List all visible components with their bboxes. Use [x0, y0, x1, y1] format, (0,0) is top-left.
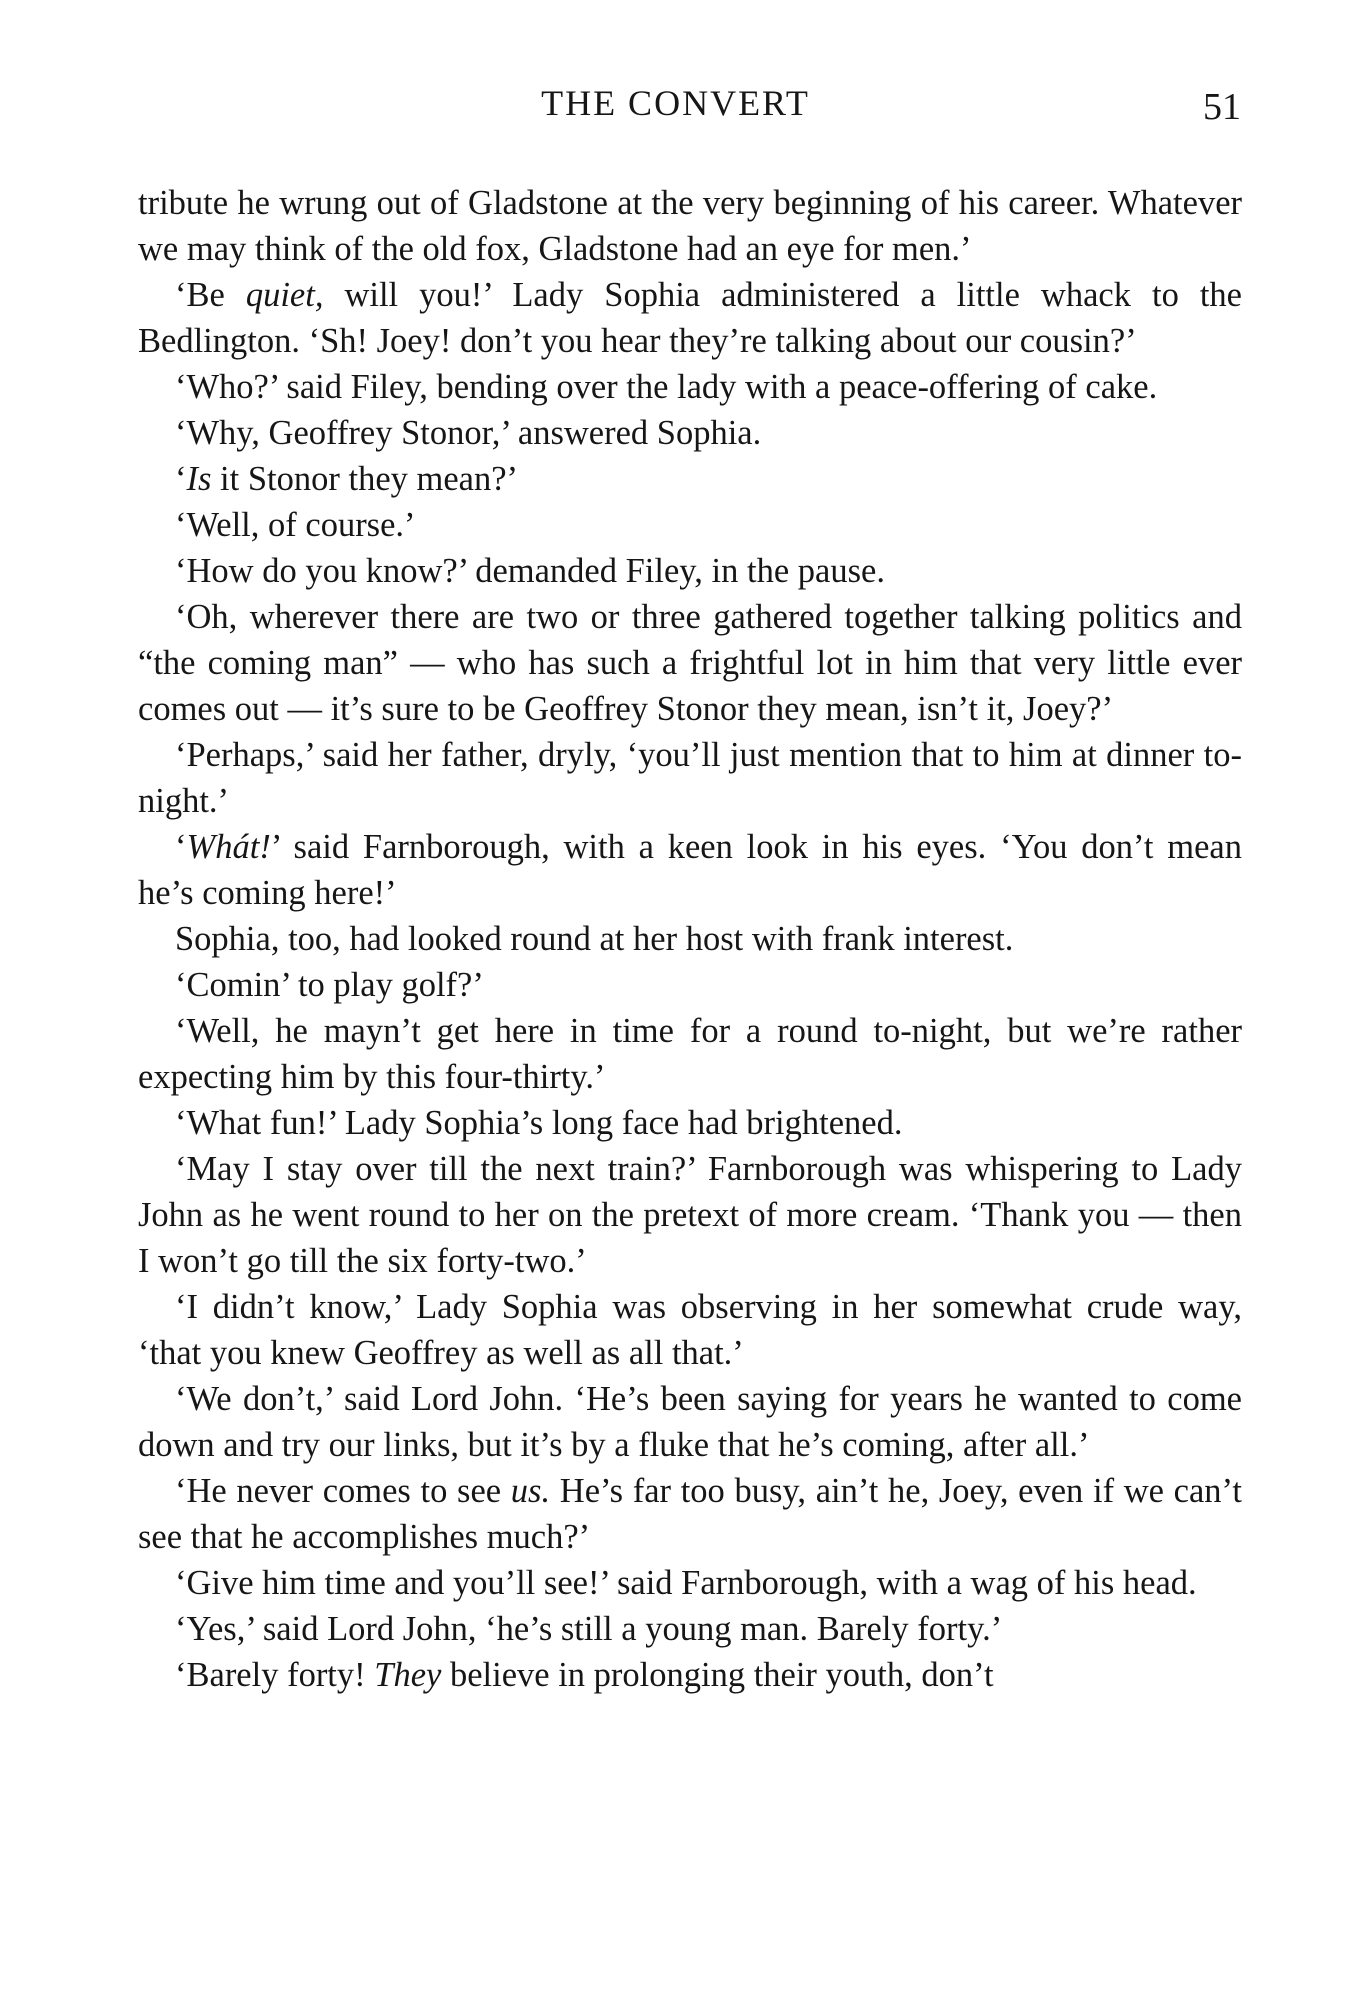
text-run: will you!’ Lady Sophia administered a little whack to the Bedlington. ‘Sh! Joey! don’t you hear they’re talking about our cousin?’: [138, 276, 1242, 360]
paragraph: [138, 502, 1242, 548]
text-run: ‘Comin’ to play golf?’: [175, 966, 484, 1004]
text-run: ‘Well, he mayn’t get here in time for a round to-night, but we’re rather expecting him by this four-thirty.’: [138, 1012, 1242, 1096]
paragraph: [138, 548, 1242, 594]
italic-text: us.: [510, 1472, 551, 1510]
italic-text: Is: [186, 460, 212, 498]
paragraph: [138, 732, 1242, 824]
text-run: tribute he wrung out of Gladstone at the very beginning of his career. Whatever we may think of the old fox, Gladstone had an eye for men.’: [138, 184, 1242, 268]
paragraph: [138, 1560, 1242, 1606]
text-run: ‘How do you know?’ demanded Filey, in the pause.: [175, 552, 885, 590]
text-run: ‘I didn’t know,’ Lady Sophia was observing in her somewhat crude way, ‘that you knew Geoffrey as well as all that.’: [138, 1288, 1242, 1372]
text-run: ‘Give him time and you’ll see!’ said Farnborough, with a wag of his head.: [175, 1564, 1197, 1602]
text-run: it Stonor they mean?’: [211, 460, 519, 498]
text-run: ‘: [175, 460, 187, 498]
paragraph: [138, 1468, 1242, 1560]
paragraph: [138, 1376, 1242, 1468]
text-run: ‘He never comes to see: [175, 1472, 511, 1510]
italic-text: Whát!: [186, 828, 271, 866]
paragraph: [138, 1652, 1242, 1698]
paragraph: [138, 1284, 1242, 1376]
paragraph: [138, 594, 1242, 732]
text-run: Sophia, too, had looked round at her host with frank interest.: [175, 920, 1014, 958]
running-title: THE CONVERT: [541, 83, 810, 123]
paragraph: [138, 410, 1242, 456]
paragraph: [138, 1606, 1242, 1652]
text-run: ‘Why, Geoffrey Stonor,’ answered Sophia.: [175, 414, 762, 452]
text-run: He’s far too busy, ain’t he, Joey, even if we can’t see that he accomplishes much?’: [138, 1472, 1242, 1556]
paragraph: [138, 916, 1242, 962]
paragraph: [138, 824, 1242, 916]
text-run: ‘Barely forty!: [175, 1656, 375, 1694]
text-run: ‘What fun!’ Lady Sophia’s long face had brightened.: [175, 1104, 903, 1142]
paragraph: [138, 364, 1242, 410]
body-text: [138, 180, 1242, 1698]
paragraph: [138, 1146, 1242, 1284]
paragraph: [138, 180, 1242, 272]
text-run: ’ said Farnborough, with a keen look in his eyes. ‘You don’t mean he’s coming here!’: [138, 828, 1242, 912]
running-head: [0, 78, 1351, 128]
italic-text: They: [374, 1656, 442, 1694]
text-run: ‘Who?’ said Filey, bending over the lady with a peace-offering of cake.: [175, 368, 1158, 406]
italic-text: quiet,: [245, 276, 324, 314]
text-run: ‘May I stay over till the next train?’ Farnborough was whispering to Lady John as he went round to her on the pretext of more cream. ‘Thank you — then I won’t go till the six forty-two.’: [138, 1150, 1242, 1280]
paragraph: [138, 1100, 1242, 1146]
text-run: ‘Be: [175, 276, 246, 314]
text-run: ‘We don’t,’ said Lord John. ‘He’s been saying for years he wanted to come down and try our links, but it’s by a fluke that he’s coming, after all.’: [138, 1380, 1242, 1464]
paragraph: [138, 456, 1242, 502]
text-run: ‘Perhaps,’ said her father, dryly, ‘you’ll just mention that to him at dinner to-night.’: [138, 736, 1242, 820]
paragraph: [138, 1008, 1242, 1100]
text-run: believe in prolonging their youth, don’t: [441, 1656, 994, 1694]
text-run: ‘: [175, 828, 187, 866]
page-number: 51: [1203, 86, 1241, 128]
text-run: ‘Well, of course.’: [175, 506, 416, 544]
text-run: ‘Oh, wherever there are two or three gathered together talking politics and “the coming man” — who has such a frightful lot in him that very little ever comes out — it’s sure to be Geoffrey Stonor they mean, isn’t it, Joey?’: [138, 598, 1242, 728]
paragraph: [138, 272, 1242, 364]
text-run: ‘Yes,’ said Lord John, ‘he’s still a young man. Barely forty.’: [175, 1610, 1003, 1648]
paragraph: [138, 962, 1242, 1008]
